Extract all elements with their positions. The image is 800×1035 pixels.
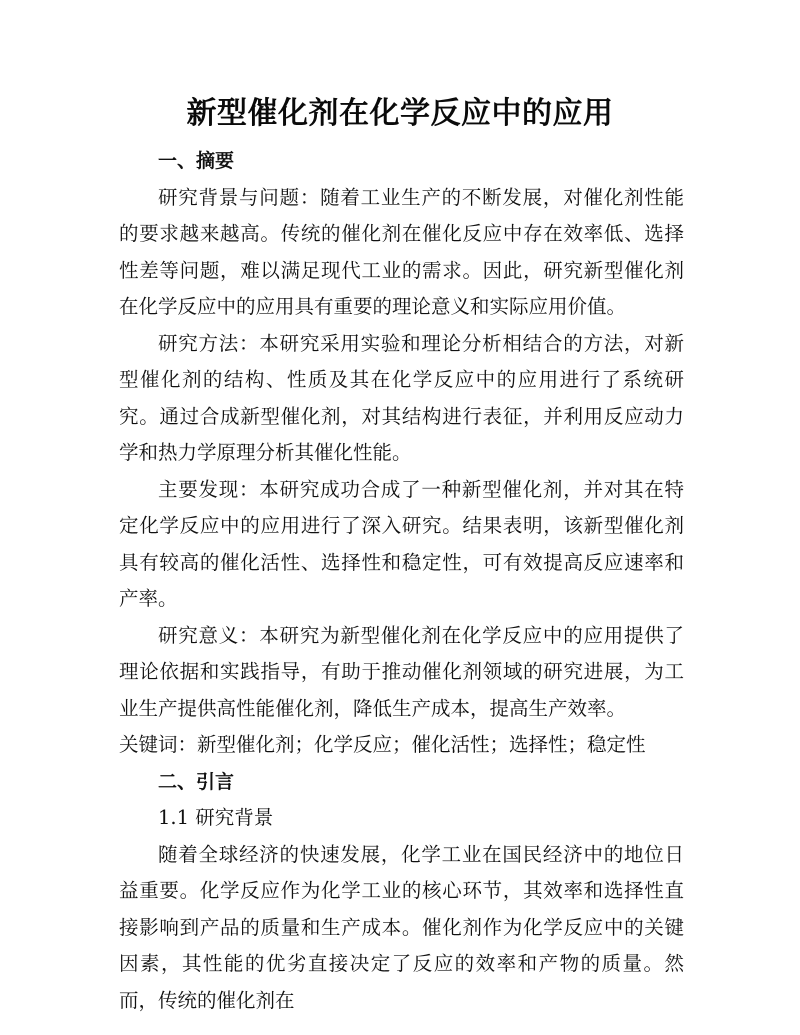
- keywords-line: 关键词：新型催化剂；化学反应；催化活性；选择性；稳定性: [119, 733, 646, 756]
- abstract-paragraph-background: 研究背景与问题：随着工业生产的不断发展，对催化剂性能的要求越来越高。传统的催化剂在催化反应中存在效率低、选择性差等问题，难以满足现代工业的需求。因此，研究新型催化剂在化学反应中的应用具有重要的理论意义和实际应用价值。: [119, 185, 684, 318]
- abstract-paragraph-significance: 研究意义：本研究为新型催化剂在化学反应中的应用提供了理论依据和实践指导，有助于推动催化剂领域的研究进展，为工业生产提供高性能催化剂，降低生产成本，提高生产效率。: [119, 623, 684, 720]
- section-heading-abstract: 一、摘要: [158, 150, 235, 172]
- document-title: 新型催化剂在化学反应中的应用: [186, 96, 614, 131]
- abstract-paragraph-findings: 主要发现：本研究成功合成了一种新型催化剂，并对其在特定化学反应中的应用进行了深入研究。结果表明，该新型催化剂具有较高的催化活性、选择性和稳定性，可有效提高反应速率和产率。: [119, 477, 684, 610]
- document-body: [119, 143, 684, 1019]
- section-heading-introduction: 二、引言: [158, 770, 235, 793]
- abstract-paragraph-methods: 研究方法：本研究采用实验和理论分析相结合的方法，对新型催化剂的结构、性质及其在化学反应中的应用进行了系统研究。通过合成新型催化剂，对其结构进行表征，并利用反应动力学和热力学原理分析其催化性能。: [119, 331, 684, 464]
- subsection-heading-background: 1.1 研究背景: [158, 806, 274, 829]
- introduction-paragraph-1: 随着全球经济的快速发展，化学工业在国民经济中的地位日益重要。化学反应作为化学工业的核心环节，其效率和选择性直接影响到产品的质量和生产成本。催化剂作为化学反应中的关键因素，其性能的优劣直接决定了反应的效率和产物的质量。然而，传统的催化剂在: [119, 842, 684, 1012]
